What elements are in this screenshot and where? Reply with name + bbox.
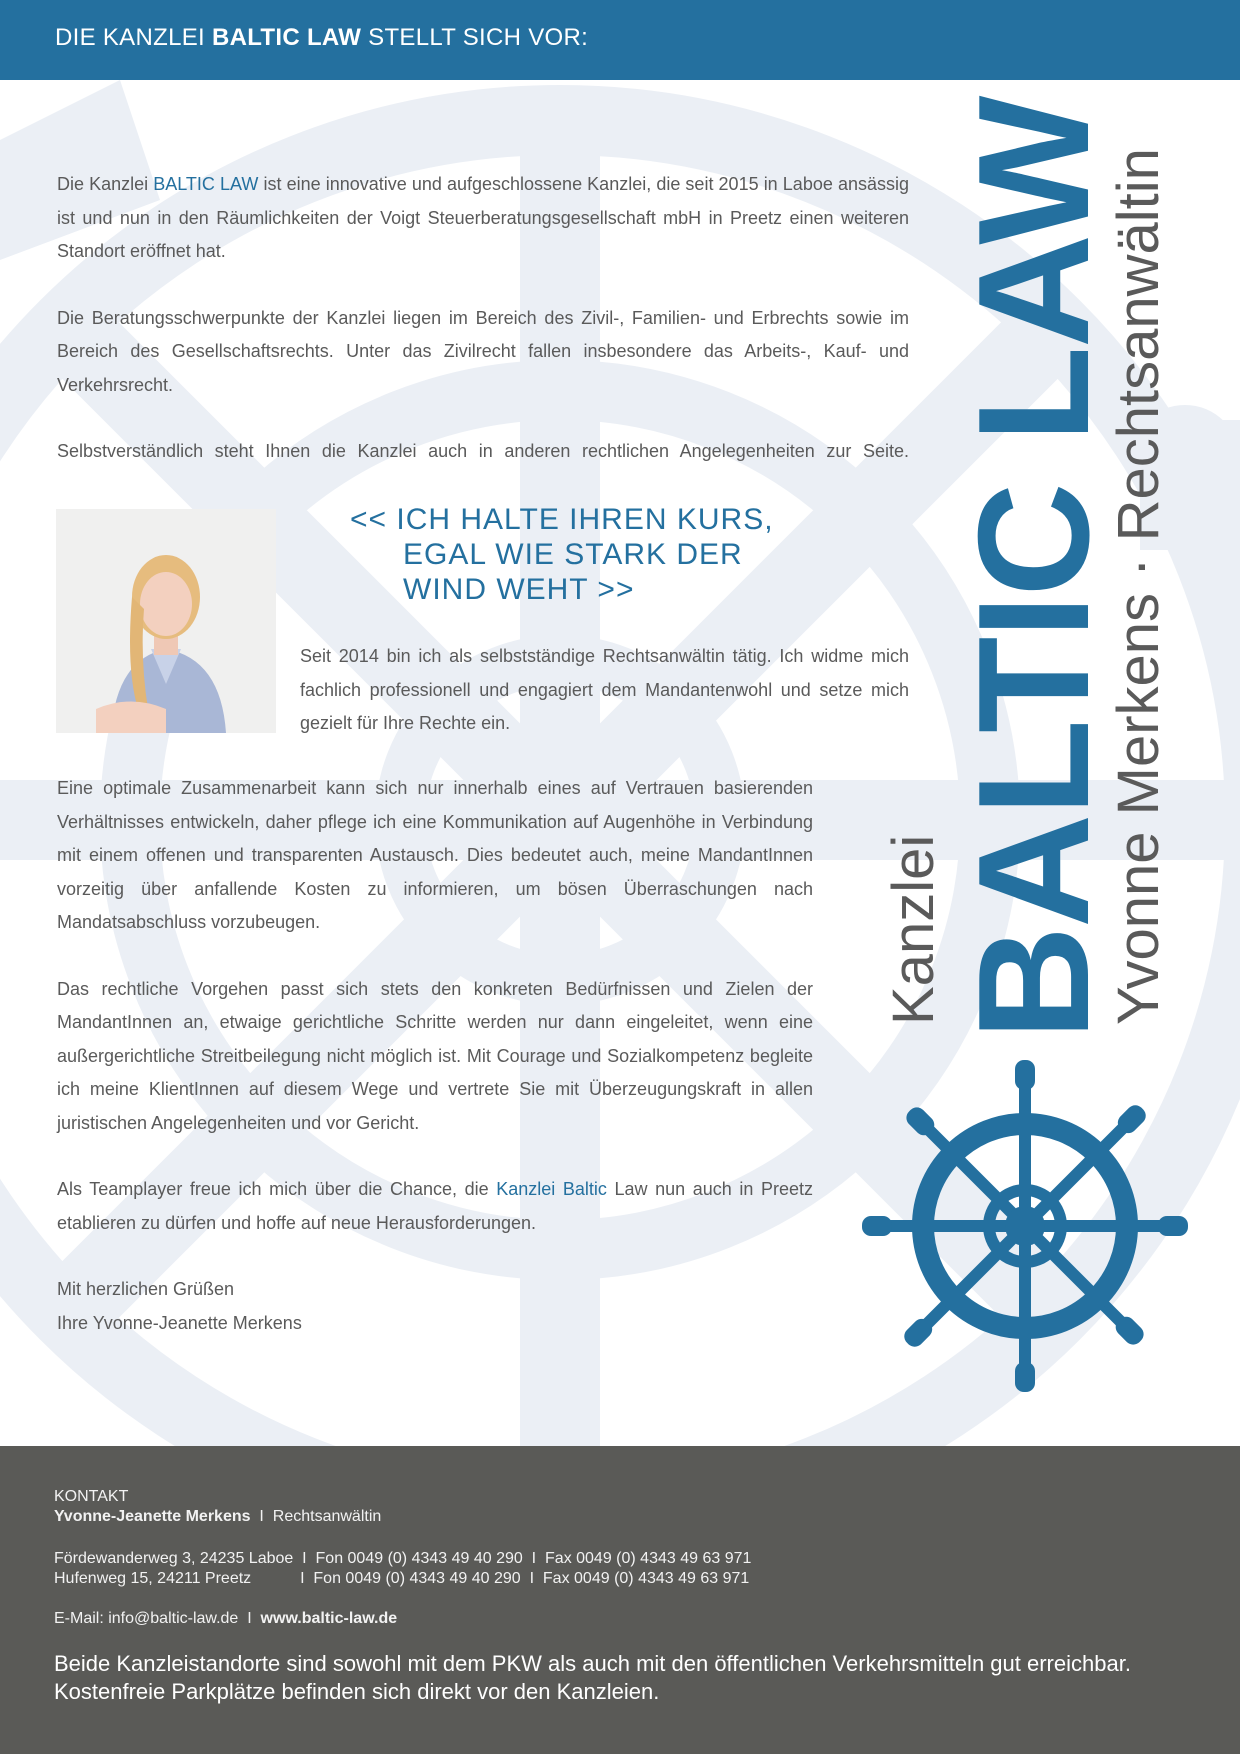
footer-note-line-2: Kostenfreie Parkplätze befinden sich direkt vor den Kanzleien.	[54, 1679, 660, 1704]
footer-address-laboe: Fördewanderweg 3, 24235 Laboe I Fon 0049 (0) 4343 49 40 290 I Fax 0049 (0) 4343 49 63 971	[54, 1550, 752, 1567]
paragraph-5: Das rechtliche Vorgehen passt sich stets den konkreten Bedürfnissen und Zielen der MandantInnen an, etwaige gerichtliche Schritte werden nur dann eingeleitet, wenn eine außergerichtliche Streitbeilegung nicht möglich ist. Mit Courage und Sozialkompetenz begleite ich meine KlientInnen auf diesem Wege und vertrete Sie mit Überzeugungskraft in allen juristischen Angelegenheiten und vor Gericht.	[57, 978, 813, 1133]
quote-line-1: << ICH HALTE IHREN KURS,	[350, 503, 774, 536]
header-suffix: STELLT SICH VOR:	[361, 24, 589, 51]
header-title	[55, 24, 588, 52]
personal-intro: Seit 2014 bin ich als selbstständige Rechtsanwältin tätig. Ich widme mich fachlich professionell und engagiert dem Mandantenwohl und setze mich gezielt für Ihre Rechte ein.	[300, 646, 909, 733]
brand-highlight: BALTIC LAW	[153, 174, 259, 194]
footer-kontakt-label: KONTAKT	[54, 1488, 129, 1505]
vertical-kanzlei-label: Kanzlei	[881, 834, 946, 1025]
footer-address-preetz: Hufenweg 15, 24211 Preetz I Fon 0049 (0) 4343 49 40 290 I Fax 0049 (0) 4343 49 63 971	[54, 1570, 750, 1587]
closing-line-1: Mit herzlichen Grüßen	[57, 1279, 235, 1299]
footer-separator: I	[250, 1508, 273, 1525]
paragraph-3: Selbstverständlich steht Ihnen die Kanzlei auch in anderen rechtlichen Angelegenheiten zur Seite.	[57, 441, 909, 461]
vertical-lawyer-name: Yvonne Merkens · Rechtsanwältin	[1106, 148, 1171, 1025]
footer-email[interactable]: E-Mail: info@baltic-law.de I	[54, 1610, 261, 1627]
kanzlei-highlight: Kanzlei Baltic	[496, 1179, 607, 1199]
footer-title: Rechtsanwältin	[272, 1508, 382, 1525]
intro-text-block	[57, 168, 909, 469]
header-brand: BALTIC LAW	[211, 24, 362, 51]
footer-contact-person	[54, 1508, 381, 1526]
paragraph-2: Die Beratungsschwerpunkte der Kanzlei liegen im Bereich des Zivil-, Familien- und Erbrechts sowie im Bereich des Gesellschaftsrechts. Unter das Zivilrecht fallen insbesondere das Arbeits-, Kauf- und Verkehrsrecht.	[57, 307, 909, 395]
quote-line-3: WIND WEHT >>	[403, 573, 635, 606]
paragraph-1-start: Die Kanzlei	[57, 174, 154, 194]
vertical-baltic-law-logo: BALTIC LAW	[946, 97, 1122, 1040]
paragraph-1	[57, 168, 909, 269]
paragraph-6-end: Law nun auch in Preetz etablieren zu dürfen und hoffe auf neue Herausforderungen.	[57, 1179, 813, 1233]
footer-email-web	[54, 1610, 397, 1628]
main-text-block	[57, 772, 813, 1340]
paragraph-4: Eine optimale Zusammenarbeit kann sich nur innerhalb eines auf Vertrauen basierenden Verhältnisses entwickeln, daher pflege ich eine Kommunikation auf Augenhöhe in Verbindung mit einem offenen und transparenten Austausch. Dies bedeutet auch, meine MandantInnen vorzeitig über anfallende Kosten zu informieren, um bösen Überraschungen nach Mandatsabschluss vorzubeugen.	[57, 778, 813, 932]
footer-name: Yvonne-Jeanette Merkens	[54, 1508, 251, 1525]
pull-quote	[350, 502, 774, 607]
signature-name: Ihre Yvonne-Jeanette Merkens	[57, 1312, 302, 1333]
paragraph-1-end: ist eine innovative und aufgeschlossene Kanzlei, die seit 2015 in Laboe ansässig ist und nun in den Räumlichkeiten der Voigt Steuerberatungsgesellschaft mbH in Preetz einen weiteren Standort eröffnet hat.	[57, 174, 909, 261]
ship-wheel-icon	[862, 1060, 1188, 1392]
header-bar	[0, 0, 1240, 80]
quote-line-2: EGAL WIE STARK DER	[403, 538, 743, 571]
footer-website-link[interactable]: www.baltic-law.de	[260, 1610, 398, 1627]
portrait-photo	[56, 509, 276, 733]
footer-note-line-1: Beide Kanzleistandorte sind sowohl mit dem PKW als auch mit den öffentlichen Verkehrsmitteln gut erreichbar.	[54, 1651, 1131, 1676]
paragraph-6-start: Als Teamplayer freue ich mich über die Chance, die	[57, 1179, 497, 1199]
paragraph-6	[57, 1173, 813, 1240]
header-prefix: DIE KANZLEI	[55, 24, 212, 51]
contact-footer	[0, 1446, 1240, 1754]
